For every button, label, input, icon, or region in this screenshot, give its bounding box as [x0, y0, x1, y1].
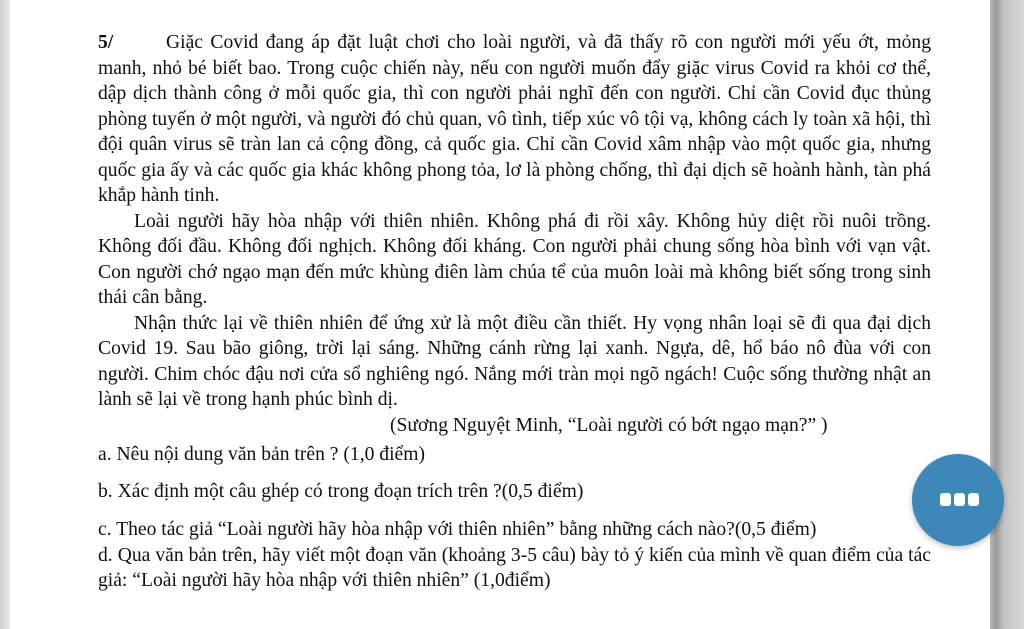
dot	[968, 493, 979, 506]
paragraph-2: Loài người hãy hòa nhập với thiên nhiên. Không phá đi rồi xây. Không hủy diệt rồi nuôi trồng. Không đối đầu. Không đối nghịch. Không đối kháng. Con người phải chung sống hòa bình với vạn vật. Con người chớ ngạo mạn đến mức khùng điên làm chúa tể của muôn loài mà không biết sống trong sinh thái cân bằng.	[98, 210, 931, 308]
question-c: c. Theo tác giả “Loài người hãy hòa nhập với thiên nhiên” bằng những cách nào?(0,5 điểm)	[98, 519, 817, 540]
source-citation: (Sương Nguyệt Minh, “Loài người có bớt ngạo mạn?” )	[390, 414, 828, 436]
document-text	[98, 30, 931, 594]
paragraph-1	[98, 30, 931, 209]
page-left-edge	[0, 0, 10, 629]
more-options-button[interactable]	[912, 454, 1004, 546]
paragraph-1-text: Giặc Covid đang áp đặt luật chơi cho loài người, và đã thấy rõ con người mới yếu ớt, mỏng manh, nhỏ bé biết bao. Trong cuộc chiến này, nếu con người muốn đẩy giặc virus Covid ra khỏi cơ thể, dập dịch thành công ở mỗi quốc gia, thì con người phải nghĩ đến con người. Chỉ cần Covid đục thủng phòng tuyến ở một người, và người đó chủ quan, vô tình, tiếp xúc vô tội vạ, không cách ly toàn xã hội, thì đội quân virus sẽ tràn lan cả cộng đồng, cả quốc gia. Chỉ cần Covid xâm nhập vào một quốc gia, nhưng quốc gia ấy và các quốc gia khác không phong tỏa, lơ là phòng chống, thì đại dịch sẽ hoành hành, tàn phá khắp hành tinh.	[98, 32, 931, 206]
three-dots-icon	[940, 493, 980, 507]
dot	[940, 493, 951, 506]
dot	[954, 493, 965, 506]
page-right-edge	[990, 0, 1024, 629]
paragraph-3: Nhận thức lại về thiên nhiên để ứng xử là một điều cần thiết. Hy vọng nhân loại sẽ đi qua đại dịch Covid 19. Sau bão giông, trời lại sáng. Những cánh rừng lại xanh. Ngựa, dê, hổ báo nô đùa với con người. Chim chóc đậu nơi cửa sổ nghiêng ngó. Nắng mới tràn mọi ngõ ngách! Cuộc sống thường nhật an lành sẽ lại về trong hạnh phúc bình dị.	[98, 312, 931, 410]
question-d: d. Qua văn bản trên, hãy viết một đoạn văn (khoảng 3-5 câu) bày tỏ ý kiến của mình về quan điểm của tác giả: “Loài người hãy hòa nhập với thiên nhiên” (1,0điểm)	[98, 544, 931, 591]
question-number: 5/	[98, 32, 114, 53]
question-b: b. Xác định một câu ghép có trong đoạn trích trên ?(0,5 điểm)	[98, 480, 584, 502]
question-a: a. Nêu nội dung văn bản trên ? (1,0 điểm)	[98, 444, 426, 465]
